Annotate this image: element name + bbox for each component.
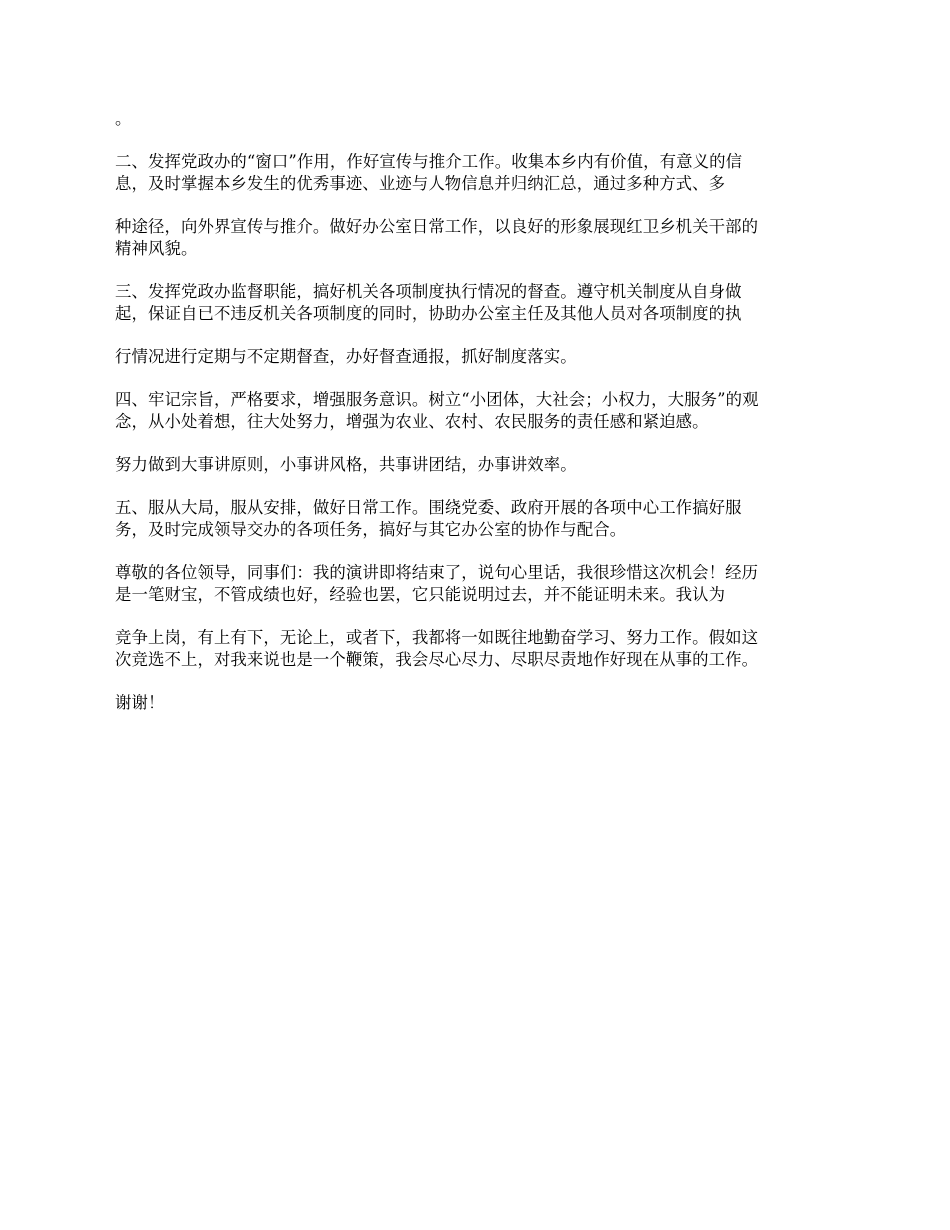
text-line: 竞争上岗，有上有下，无论上，或者下，我都将一如既往地勤奋学习、努力工作。假如这: [115, 628, 759, 647]
text-line: 是一笔财宝，不管成绩也好，经验也罢，它只能说明过去，并不能证明未来。我认为: [115, 585, 726, 604]
paragraph-item-4-cont: [115, 454, 841, 476]
text-line: 起，保证自已不违反机关各项制度的同时，协助办公室主任及其他人员对各项制度的执: [115, 304, 742, 323]
text-line: 二、发挥党政办的“窗口”作用，作好宣传与推介工作。收集本乡内有价值，有意义的信: [115, 152, 743, 171]
paragraph-thanks: [115, 692, 841, 714]
paragraph-item-2-cont: [115, 216, 841, 260]
text-line: 。: [115, 109, 132, 128]
paragraph-closing: [115, 562, 841, 606]
text-line: 次竞选不上，对我来说也是一个鞭策，我会尽心尽力、尽职尽责地作好现在从事的工作。: [115, 650, 759, 669]
text-line: 尊敬的各位领导，同事们：我的演讲即将结束了，说句心里话，我很珍惜这次机会！经历: [115, 563, 759, 582]
paragraph-item-4: [115, 389, 841, 433]
text-line: 精神风貌。: [115, 239, 198, 258]
document-body: [115, 108, 841, 723]
text-line: 念，从小处着想，往大处努力，增强为农业、农村、农民服务的责任感和紧迫感。: [115, 412, 709, 431]
text-line: 五、服从大局，服从安排，做好日常工作。围绕党委、政府开展的各项中心工作搞好服: [115, 498, 742, 517]
paragraph-item-5: [115, 497, 841, 541]
text-line: 谢谢！: [115, 693, 165, 712]
paragraph-item-2: [115, 151, 841, 195]
text-line: 种途径，向外界宣传与推介。做好办公室日常工作，以良好的形象展现红卫乡机关干部的: [115, 217, 759, 236]
text-line: 努力做到大事讲原则，小事讲风格，共事讲团结，办事讲效率。: [115, 455, 577, 474]
text-line: 四、牢记宗旨，严格要求，增强服务意识。树立“小团体，大社会；小权力，大服务”的观: [115, 390, 759, 409]
paragraph-fragment: [115, 108, 841, 130]
text-line: 行情况进行定期与不定期督查，办好督查通报，抓好制度落实。: [115, 347, 577, 366]
paragraph-closing-cont: [115, 627, 841, 671]
paragraph-item-3: [115, 281, 841, 325]
text-line: 三、发挥党政办监督职能，搞好机关各项制度执行情况的督查。遵守机关制度从自身做: [115, 282, 742, 301]
text-line: 务，及时完成领导交办的各项任务，搞好与其它办公室的协作与配合。: [115, 520, 627, 539]
paragraph-item-3-cont: [115, 346, 841, 368]
text-line: 息，及时掌握本乡发生的优秀事迹、业迹与人物信息并归纳汇总，通过多种方式、多: [115, 174, 726, 193]
